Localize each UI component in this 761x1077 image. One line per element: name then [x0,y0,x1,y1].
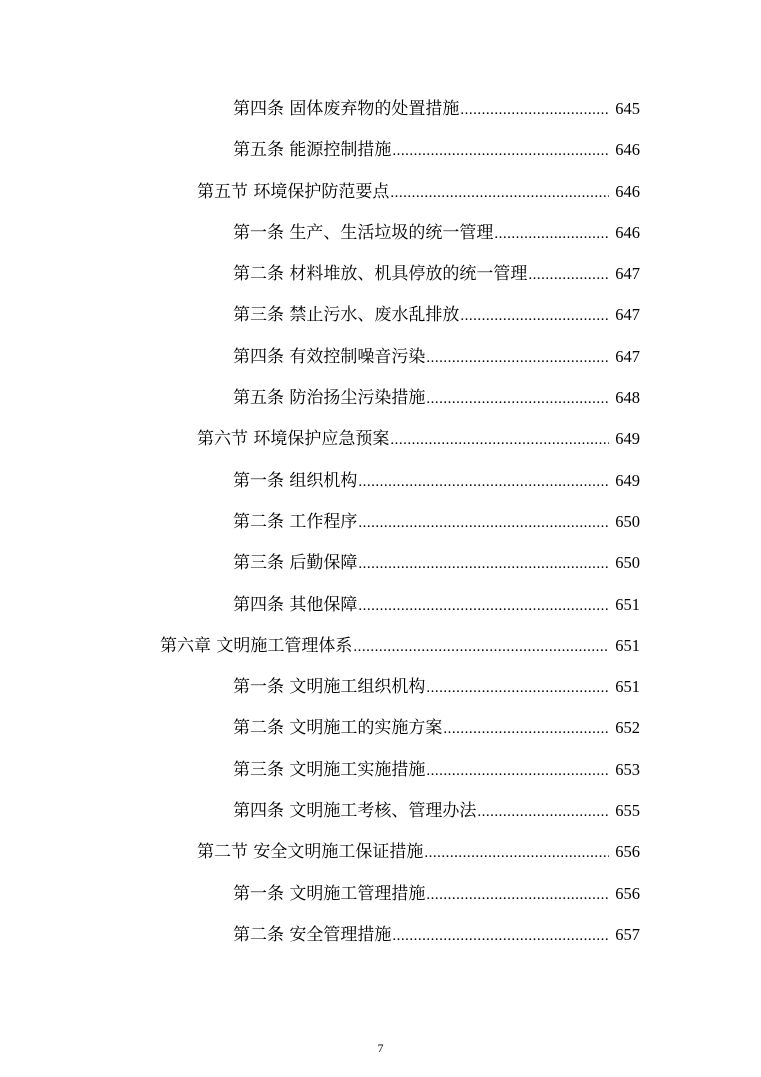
toc-dot-leader [426,347,609,369]
toc-entry[interactable] [0,790,761,831]
toc-entry-page: 656 [615,842,640,862]
toc-entry-page: 651 [615,594,640,614]
toc-entry-title: 第三条 后勤保障 [233,553,358,574]
toc-entry-page: 650 [615,511,640,531]
toc-dot-leader [353,636,609,658]
toc-entry-page: 647 [615,264,640,284]
toc-dot-leader [358,471,609,493]
toc-dot-leader [358,553,609,575]
toc-entry[interactable] [0,418,761,459]
toc-entry[interactable] [0,253,761,294]
page-number: 7 [377,1041,384,1055]
toc-entry-page: 656 [615,883,640,903]
toc-entry[interactable] [0,831,761,872]
toc-entry-page: 651 [615,677,640,697]
toc-dot-leader [392,140,609,162]
toc-entry-title: 第四条 文明施工考核、管理办法 [233,801,477,822]
toc-entry-title: 第五条 能源控制措施 [233,140,392,161]
toc-entry-page: 649 [615,470,640,490]
toc-entry-page: 648 [615,388,640,408]
toc-entry[interactable] [0,294,761,335]
toc-entry[interactable] [0,501,761,542]
toc-entry[interactable] [0,460,761,501]
toc-dot-leader [390,429,609,451]
toc-entry-page: 655 [615,801,640,821]
toc-entry[interactable] [0,336,761,377]
toc-entry-title: 第五节 环境保护防范要点 [197,181,390,202]
toc-dot-leader [426,677,609,699]
toc-dot-leader [528,264,609,286]
toc-entry[interactable] [0,749,761,790]
toc-entry-title: 第三条 文明施工实施措施 [233,759,426,780]
toc-entry-title: 第二条 文明施工的实施方案 [233,718,443,739]
toc-dot-leader [390,182,609,204]
toc-entry-title: 第一条 生产、生活垃圾的统一管理 [233,222,494,243]
toc-dot-leader [358,512,609,534]
toc-dot-leader [460,305,609,327]
toc-entry-title: 第五条 防治扬尘污染措施 [233,388,426,409]
toc-entry-title: 第一条 文明施工组织机构 [233,677,426,698]
toc-entry[interactable] [0,542,761,583]
toc-entry[interactable] [0,171,761,212]
toc-entry[interactable] [0,625,761,666]
toc-entry[interactable] [0,873,761,914]
toc-entry-title: 第四条 有效控制噪音污染 [233,346,426,367]
toc-entry-page: 646 [615,140,640,160]
table-of-contents [0,88,761,955]
toc-entry-page: 650 [615,553,640,573]
toc-dot-leader [426,884,609,906]
toc-entry[interactable] [0,707,761,748]
toc-dot-leader [424,842,609,864]
toc-entry[interactable] [0,914,761,955]
toc-dot-leader [426,760,609,782]
toc-entry-page: 646 [615,181,640,201]
toc-entry-title: 第二条 材料堆放、机具停放的统一管理 [233,264,528,285]
toc-dot-leader [460,99,609,121]
toc-entry[interactable] [0,666,761,707]
toc-entry-title: 第一条 组织机构 [233,470,358,491]
toc-entry-page: 645 [615,99,640,118]
toc-dot-leader [358,595,609,617]
toc-entry-page: 657 [615,924,640,944]
toc-entry-title: 第一条 文明施工管理措施 [233,883,426,904]
toc-dot-leader [443,718,609,740]
toc-entry[interactable] [0,129,761,170]
toc-entry-title: 第四条 固体废弃物的处置措施 [233,99,460,119]
toc-entry[interactable] [0,377,761,418]
toc-entry[interactable] [0,88,761,129]
toc-entry-page: 647 [615,346,640,366]
toc-entry-title: 第二条 安全管理措施 [233,924,392,945]
toc-entry-title: 第四条 其他保障 [233,594,358,615]
toc-entry-title: 第二节 安全文明施工保证措施 [197,842,424,863]
toc-entry-title: 第六节 环境保护应急预案 [197,429,390,450]
toc-entry-title: 第六章 文明施工管理体系 [160,635,353,656]
toc-entry-page: 652 [615,718,640,738]
toc-entry-page: 647 [615,305,640,325]
toc-entry-page: 649 [615,429,640,449]
toc-entry-page: 651 [615,635,640,655]
toc-dot-leader [477,801,609,823]
toc-entry[interactable] [0,212,761,253]
toc-dot-leader [426,388,609,410]
toc-dot-leader [494,223,609,245]
toc-entry-page: 646 [615,222,640,242]
toc-dot-leader [392,925,609,947]
toc-entry-title: 第二条 工作程序 [233,511,358,532]
toc-entry-page: 653 [615,759,640,779]
toc-entry[interactable] [0,584,761,625]
toc-entry-title: 第三条 禁止污水、废水乱排放 [233,305,460,326]
